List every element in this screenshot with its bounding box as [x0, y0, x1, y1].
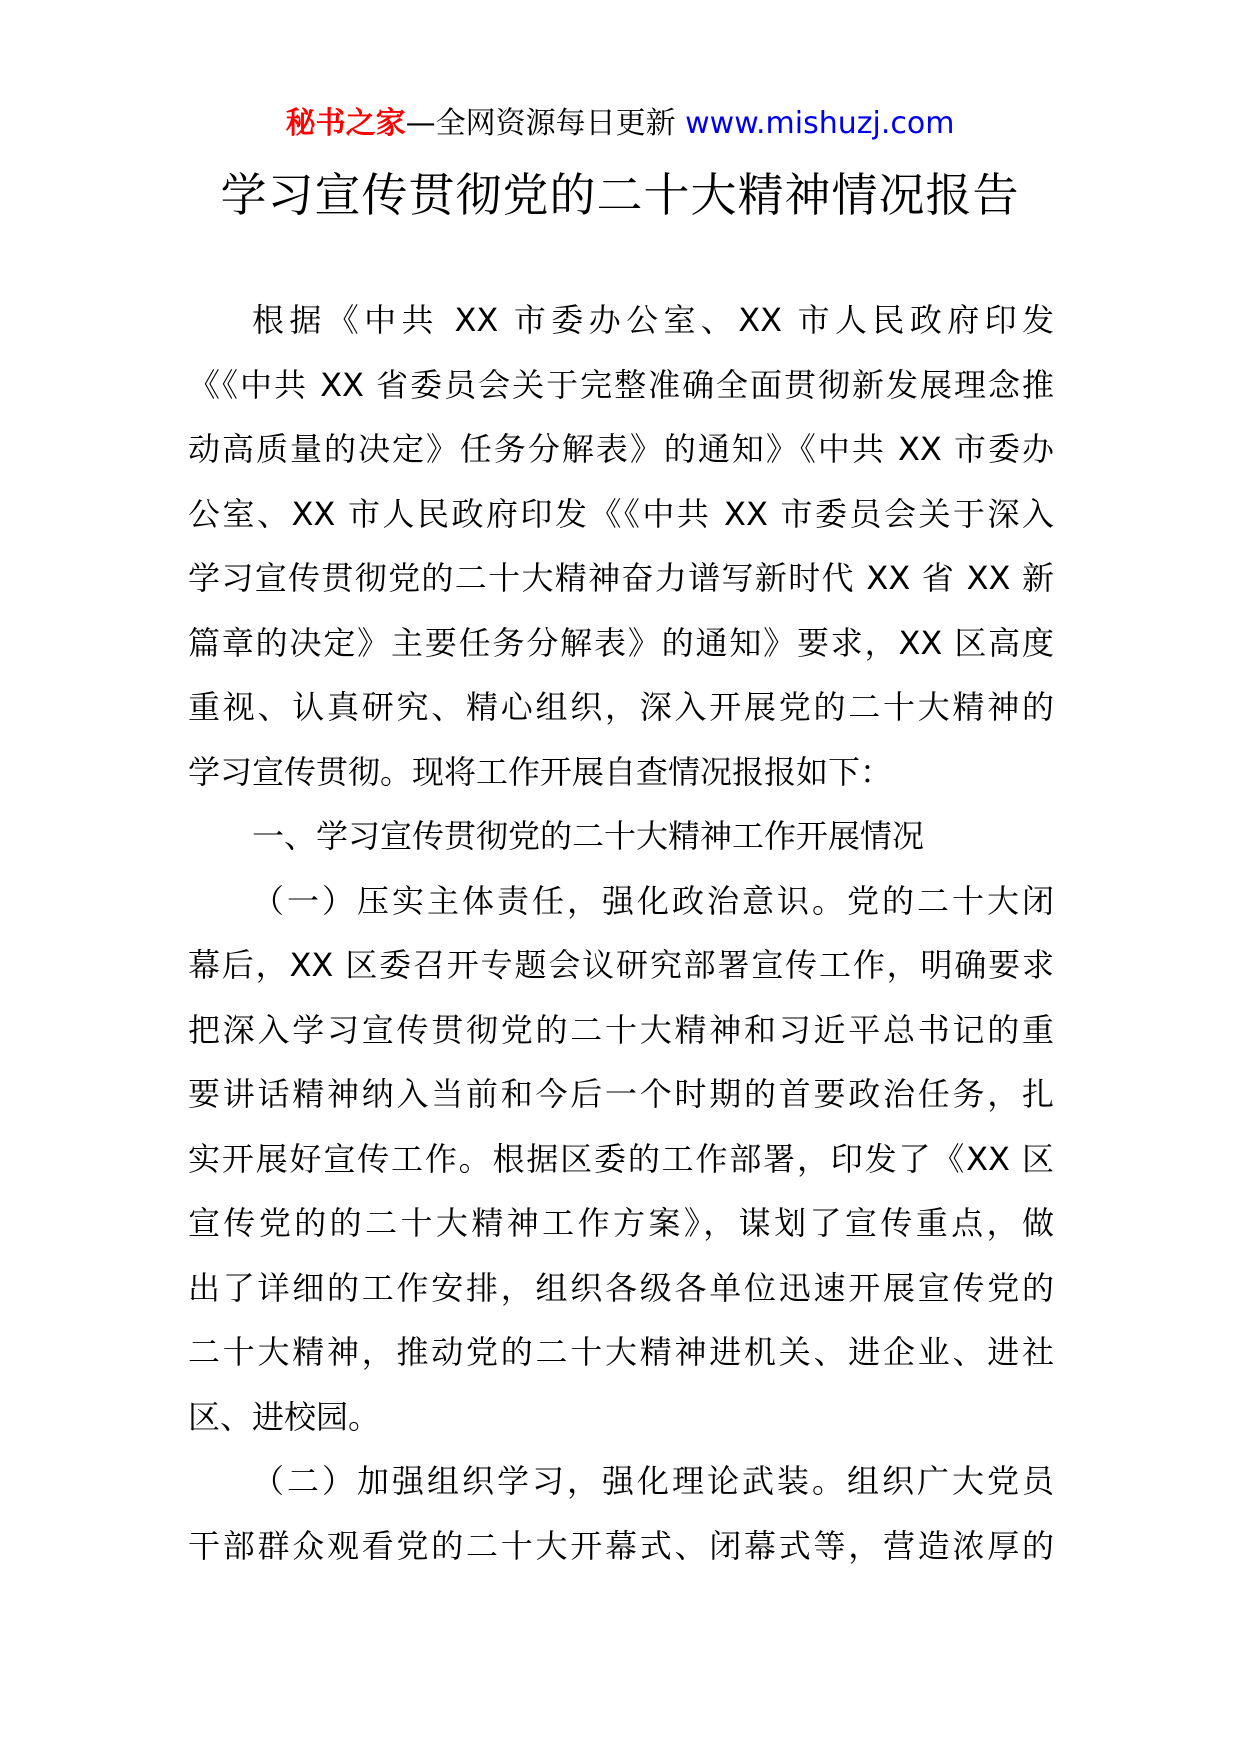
paragraph-line: 出了详细的工作安排，组织各级各单位迅速开展宣传党的: [188, 1268, 1054, 1307]
paragraph-line: 重视、认真研究、精心组织，深入开展党的二十大精神的: [188, 688, 1054, 726]
header-tagline: —全网资源每日更新: [405, 106, 686, 141]
brand-name: 秘书之家: [285, 106, 406, 141]
paragraph-line: 二十大精神，推动党的二十大精神进机关、进企业、进社: [188, 1333, 1054, 1371]
document-title: 学习宣传贯彻党的二十大精神情况报告: [220, 168, 1020, 222]
paragraph-line: 《《中共 XX 省委员会关于完整准确全面贯彻新发展理念推: [188, 365, 1054, 404]
paragraph-line: 学习宣传贯彻党的二十大精神奋力谱写新时代 XX 省 XX 新: [188, 559, 1054, 597]
paragraph-line: 幕后，XX 区委召开专题会议研究部署宣传工作，明确要求: [188, 946, 1054, 984]
paragraph-line: 篇章的决定》主要任务分解表》的通知》要求，XX 区高度: [188, 623, 1054, 662]
document-body: [188, 288, 1054, 1578]
paragraph-line: 干部群众观看党的二十大开幕式、闭幕式等，营造浓厚的: [188, 1526, 1054, 1565]
paragraph-line: 区、进校园。: [188, 1397, 381, 1436]
paragraph-line: 动高质量的决定》任务分解表》的通知》《中共 XX 市委办: [188, 430, 1054, 468]
paragraph-line: （一）压实主体责任，强化政治意识。党的二十大闭: [252, 881, 1054, 920]
paragraph-line: 根据《中共 XX 市委办公室、XX 市人民政府印发: [252, 301, 1054, 339]
paragraph-line: 把深入学习宣传贯彻党的二十大精神和习近平总书记的重: [188, 1010, 1054, 1049]
paragraph-line: 实开展好宣传工作。根据区委的工作部署，印发了《XX 区: [188, 1139, 1054, 1178]
paragraph-line: 宣传党的的二十大精神工作方案》，谋划了宣传重点，做: [188, 1204, 1054, 1242]
paragraph-line: 要讲话精神纳入当前和今后一个时期的首要政治任务，扎: [188, 1075, 1054, 1113]
paragraph-line: （二）加强组织学习，强化理论武装。组织广大党员: [252, 1462, 1054, 1500]
site-header: [0, 100, 1240, 148]
paragraph-line: 学习宣传贯彻。现将工作开展自查情况报报如下：: [188, 752, 893, 791]
section-heading: 一、学习宣传贯彻党的二十大精神工作开展情况: [252, 817, 925, 855]
paragraph-line: 公室、XX 市人民政府印发《《中共 XX 市委员会关于深入: [188, 494, 1054, 533]
site-url-link[interactable]: www.mishuzj.com: [685, 106, 955, 141]
